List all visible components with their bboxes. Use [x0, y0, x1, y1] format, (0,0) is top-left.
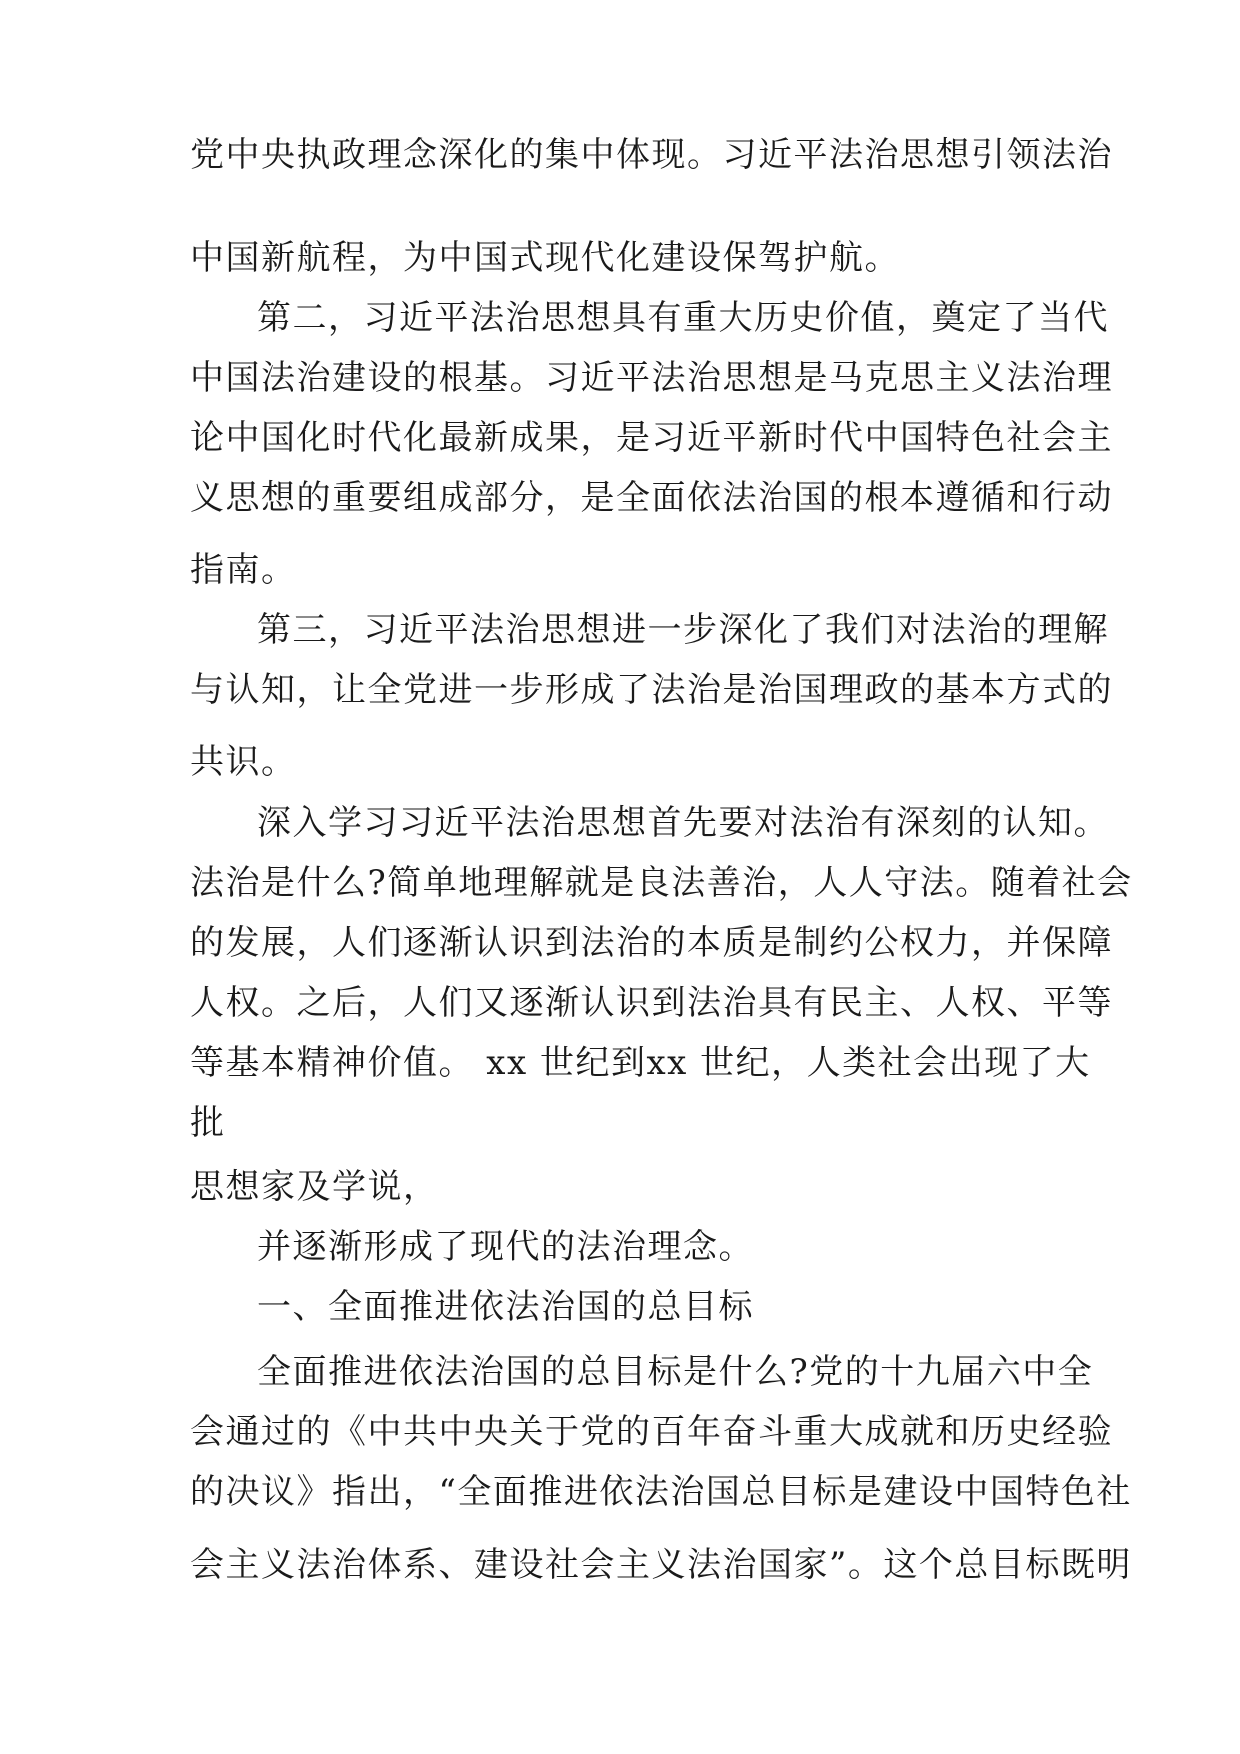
- text-line: 义思想的重要组成部分，是全面依法治国的根本遵循和行动: [190, 478, 1113, 518]
- text-line: 与认知，让全党进一步形成了法治是治国理政的基本方式的: [190, 670, 1113, 710]
- text-line: 会主义法治体系、建设社会主义法治国家”。这个总目标既明: [190, 1545, 1132, 1585]
- text-line: 共识。: [190, 742, 297, 782]
- paragraph-start-line: 并逐渐形成了现代的法治理念。: [257, 1227, 754, 1267]
- paragraph-start-line: 第三，习近平法治思想进一步深化了我们对法治的理解: [257, 610, 1109, 650]
- text-line: 思想家及学说，: [190, 1167, 439, 1207]
- text-line: 党中央执政理念深化的集中体现。习近平法治思想引领法治: [190, 135, 1113, 175]
- text-line: 法治是什么?简单地理解就是良法善治，人人守法。随着社会: [190, 863, 1133, 903]
- text-line: 中国新航程，为中国式现代化建设保驾护航。: [190, 238, 900, 278]
- text-line: 会通过的《中共中央关于党的百年奋斗重大成就和历史经验: [190, 1412, 1113, 1452]
- text-line: 中国法治建设的根基。习近平法治思想是马克思主义法治理: [190, 358, 1113, 398]
- text-line: 论中国化时代化最新成果，是习近平新时代中国特色社会主: [190, 418, 1113, 458]
- text-line: 等基本精神价值。 xx 世纪到xx 世纪，人类社会出现了大: [190, 1043, 1091, 1083]
- text-line: 的发展，人们逐渐认识到法治的本质是制约公权力，并保障: [190, 923, 1113, 963]
- text-line: 人权。之后，人们又逐渐认识到法治具有民主、人权、平等: [190, 983, 1113, 1023]
- section-heading: 一、全面推进依法治国的总目标: [257, 1287, 754, 1327]
- text-line: 的决议》指出，“全面推进依法治国总目标是建设中国特色社: [190, 1472, 1132, 1512]
- paragraph-start-line: 全面推进依法治国的总目标是什么?党的十九届六中全: [257, 1352, 1094, 1392]
- text-line: 批: [190, 1103, 226, 1143]
- paragraph-start-line: 深入学习习近平法治思想首先要对法治有深刻的认知。: [257, 803, 1109, 843]
- paragraph-start-line: 第二，习近平法治思想具有重大历史价值，奠定了当代: [257, 298, 1109, 338]
- text-line: 指南。: [190, 550, 297, 590]
